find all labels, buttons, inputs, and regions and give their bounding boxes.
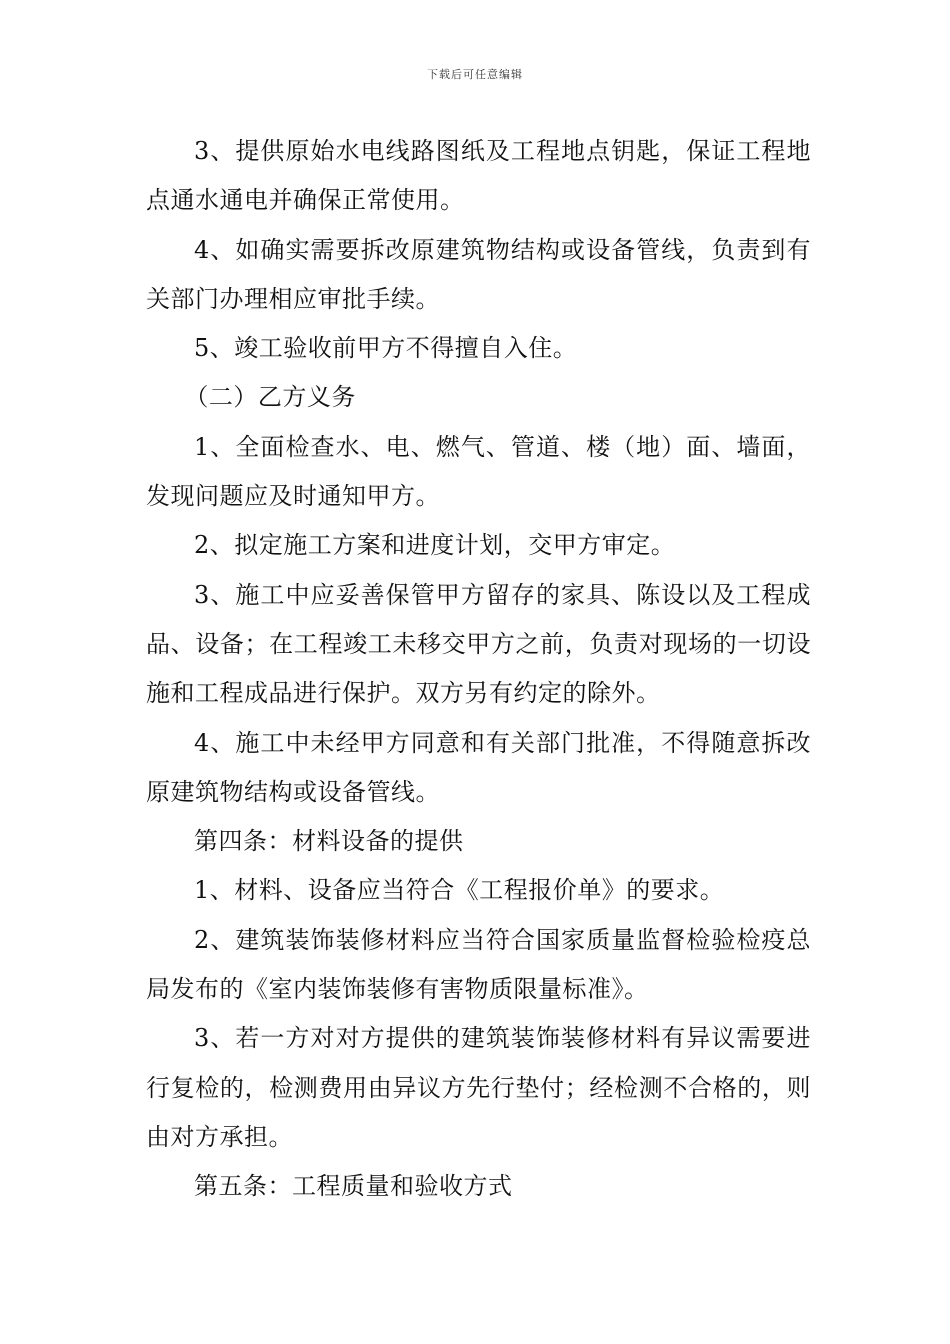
- paragraph-party-b-duty-2: 2、拟定施工方案和进度计划，交甲方审定。: [194, 531, 676, 560]
- paragraph-party-a-duty-5: 5、竣工验收前甲方不得擅自入住。: [194, 334, 578, 363]
- page-header-note: 下载后可任意编辑: [427, 68, 523, 81]
- paragraph-party-a-duty-4: 4、如确实需要拆改原建筑物结构或设备管线，负责到有关部门办理相应审批手续。: [146, 235, 811, 313]
- document-body: [146, 127, 811, 1212]
- article-heading-5: 第五条：工程质量和验收方式: [194, 1172, 513, 1201]
- paragraph-party-b-duty-3: 3、施工中应妥善保管甲方留存的家具、陈设以及工程成品、设备；在工程竣工未移交甲方之前，负责对现场的一切设施和工程成品进行保护。双方另有约定的除外。: [146, 580, 811, 708]
- paragraph-party-b-duty-1: 1、全面检查水、电、燃气、管道、楼（地）面、墙面，发现问题应及时通知甲方。: [146, 432, 811, 511]
- paragraph-materials-1: 1、材料、设备应当符合《工程报价单》的要求。: [194, 876, 725, 905]
- paragraph-materials-2: 2、建筑装饰装修材料应当符合国家质量监督检验检疫总局发布的《室内装饰装修有害物质限量标准》。: [146, 925, 811, 1004]
- section-heading-party-b-duties: （二）乙方义务: [184, 383, 356, 412]
- paragraph-party-a-duty-3: 3、提供原始水电线路图纸及工程地点钥匙，保证工程地点通水通电并确保正常使用。: [146, 137, 811, 215]
- paragraph-party-b-duty-4: 4、施工中未经甲方同意和有关部门批准，不得随意拆改原建筑物结构或设备管线。: [146, 728, 811, 806]
- article-heading-4: 第四条：材料设备的提供: [194, 827, 464, 856]
- paragraph-materials-3: 3、若一方对对方提供的建筑装饰装修材料有异议需要进行复检的，检测费用由异议方先行垫付；经检测不合格的，则由对方承担。: [146, 1024, 811, 1151]
